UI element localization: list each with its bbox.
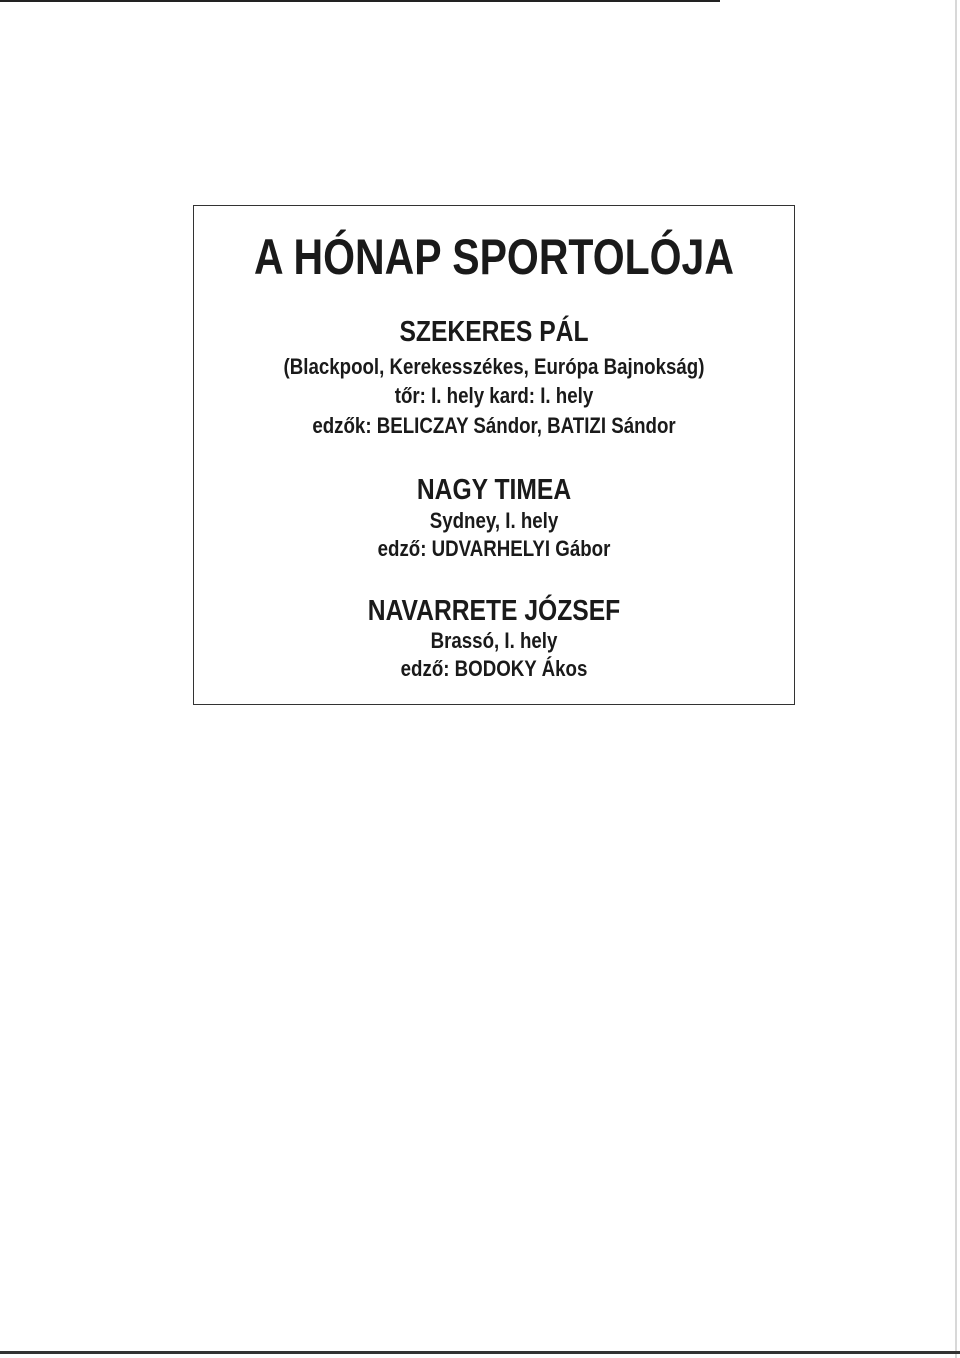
- athlete-coaches: edzők: BELICZAY Sándor, BATIZI Sándor: [312, 413, 676, 438]
- athlete-name: NAGY TIMEA: [416, 474, 572, 506]
- athlete-results: Brassó, I. hely: [430, 628, 558, 653]
- athlete-name: NAVARRETE JÓZSEF: [367, 595, 621, 627]
- athlete-coaches: edző: BODOKY Ákos: [400, 656, 588, 681]
- scan-edge-top: [0, 0, 720, 2]
- scan-edge-right: [955, 0, 957, 1358]
- athlete-results: tőr: I. hely kard: I. hely: [394, 383, 594, 408]
- announcement-box: [193, 205, 795, 705]
- page-title: A HÓNAP SPORTOLÓJA: [254, 229, 734, 285]
- scan-edge-bottom: [0, 1351, 960, 1354]
- athlete-results: Sydney, I. hely: [429, 508, 559, 533]
- athlete-name: SZEKERES PÁL: [399, 316, 589, 348]
- athlete-event: (Blackpool, Kerekesszékes, Európa Bajnokság): [283, 354, 705, 379]
- athlete-coaches: edző: UDVARHELYI Gábor: [377, 536, 611, 561]
